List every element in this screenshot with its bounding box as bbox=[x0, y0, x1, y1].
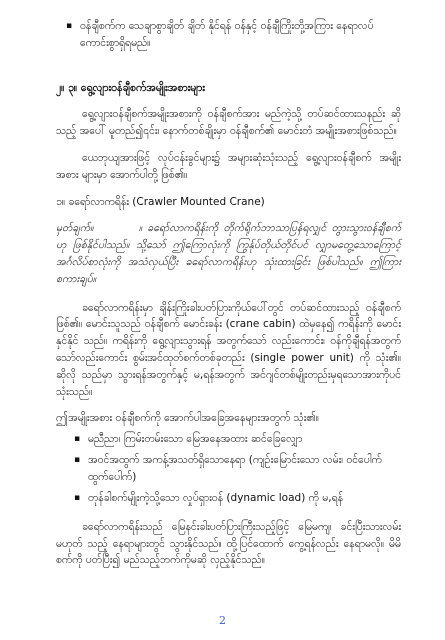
bullet-icon: ▪ bbox=[74, 455, 81, 466]
bullet-icon: ▪ bbox=[66, 21, 73, 31]
note-text: ။ ခရော်လာကရိန်းကို တိုက်ရိုက်ဘာသာပြန်ရလျှင် တွားသွားဝန်ချီစက်ဟု ဖြစ်နိုင်ပါသည်။ သို့သော် ဤကြောလုံးကို ကြွန်ုပ်တိုယ်တိုင်ပင် လျှာမတွေ့သောကြောင့် အင်္ဂလိပ်စာလုံးကို အသံလှယ်ပြီး ခရော်လာကရိန်းဟု သုံးထားခြင်း ဖြစ်ပါသည်။ ဤကြား စကားချပ်။ bbox=[56, 222, 402, 285]
usage-list bbox=[74, 431, 401, 507]
paragraph-crawler-terrain: ခရော်လာကရိန်းသည် မြေနင်းခါးပတ်ပြားကြီးသည့်ဖြင့် မြေမကျ၊ ခင်းပြီးသားလမ်း မဟုတ် သည့် နေရာများတွင် သွားနိုင်သည်။ ထို့ပြင်ထောက် ကွေ့ရန်လည်း နေရာမလို။ မိမိစက်ကို ပတ်ပြီး၍ မည်သည့်ဘက်ကိုမဆို လှည့်နိုင်သည်။ bbox=[56, 520, 401, 567]
paragraph-crane-types: ရွေ့လျားဝန်ချီစက်အမျိုးအစားကို ဝန်ချီစက်အား မည်ကဲ့သို့ တပ်ဆင်ထားသနည်း ဆိုသည့် အပေါ် မူတည်၍၎င်း၊ နောက်တစ်ချိုးမှာ ဝန်ချီစက်၏ မောင်းတံ အမျိုးအစားဖြစ်သည်။ bbox=[56, 108, 401, 138]
section-heading: ၂။ ၃။ ရွေ့လျားဝန်ချီစက်အမျိုးအစားများ bbox=[56, 81, 205, 94]
page-number: 2 bbox=[219, 614, 226, 627]
paragraph-crawler-description: ခရော်လာကရိန်းမှာ ချိန်းကြိုးခါးပတ်ပြားကိုယ်ပေါ်တွင် တပ်ဆင်ထားသည့် ဝန်ချီစက် ဖြစ်၏။ မောင်းသူသည် ဝန်ချီစက် မောင်းခန်း (crane cabin) ထဲမှနေ၍ ကရိန်းကို မောင်းနှင်နိုင် သည်။ ကရိန်းကို ရွေ့လျားသွားရန် အတွက်သော် လည်းကောင်း၊ ဝန်ကိုချီရန်အတွက် သော်လည်းကောင်း စွမ်းအင်ထုတ်စက်တစ်ခုတည်း (single power unit) ကို သုံး၏။ ဆိုလို သည်မှာ သွားရန်အတွက်နှင့် မ,ရန်အတွက် အင်ဂျင်တစ်မျိုးတည်းမှရသောအားကိုပင် သုံးသည်။ bbox=[56, 301, 401, 398]
list-item bbox=[74, 490, 401, 507]
list-item-text: တုန်ခါစက်မျိုးကဲ့သို့သော လှုပ်ရှားဝန် (dynamic load) ကို မ,ရန် bbox=[88, 491, 344, 504]
list-item bbox=[66, 18, 401, 52]
note-block bbox=[56, 220, 401, 287]
usage-intro: ဤအမျိုးအစား ဝန်ချီစက်ကို အောက်ပါအခြေအနေများအတွက် သုံး၏။ bbox=[56, 412, 319, 425]
note-label: မှတ်ချက်။ bbox=[56, 222, 94, 235]
paragraph-common-types: ယေဘုယျအားဖြင့် လုပ်ငန်းခွင်များ၌ အများဆုံးသုံးသည့် ရွေ့လျားဝန်ချီစက် အမျိုးအစား များမှာ အောက်ပါတို့ ဖြစ်၏။ bbox=[56, 151, 401, 181]
list-item bbox=[74, 431, 401, 448]
list-item-text: ဝန်ချီစက်က သေချာစွာချိတ် ချိတ် နိုင်ရန် ဝန်နှင့် ဝန်ချီကြိုးတို့အကြား နေရာလပ် ကောင်းစွာရှိရမည်။ bbox=[80, 20, 374, 49]
list-item-text: မညီညာ၊ ကြမ်းတမ်းသော မြေအနေအထား ဆင်ခြေလျှော bbox=[88, 433, 303, 446]
bullet-icon: ▪ bbox=[74, 434, 81, 445]
subheading-crawler-crane: ၁။ ခရော်လာကရိန်း (Crawler Mounted Crane) bbox=[56, 195, 265, 208]
list-item-text: အဝင်အထွက် အကန့်အသတ်ရှိသောနေရာ (ကျဉ်းမြောင်းသော လမ်း၊ ဝင်ပေါက်ထွက်ပေါက်) bbox=[88, 454, 382, 483]
bullet-icon: ▪ bbox=[74, 492, 81, 503]
list-item bbox=[74, 452, 401, 486]
